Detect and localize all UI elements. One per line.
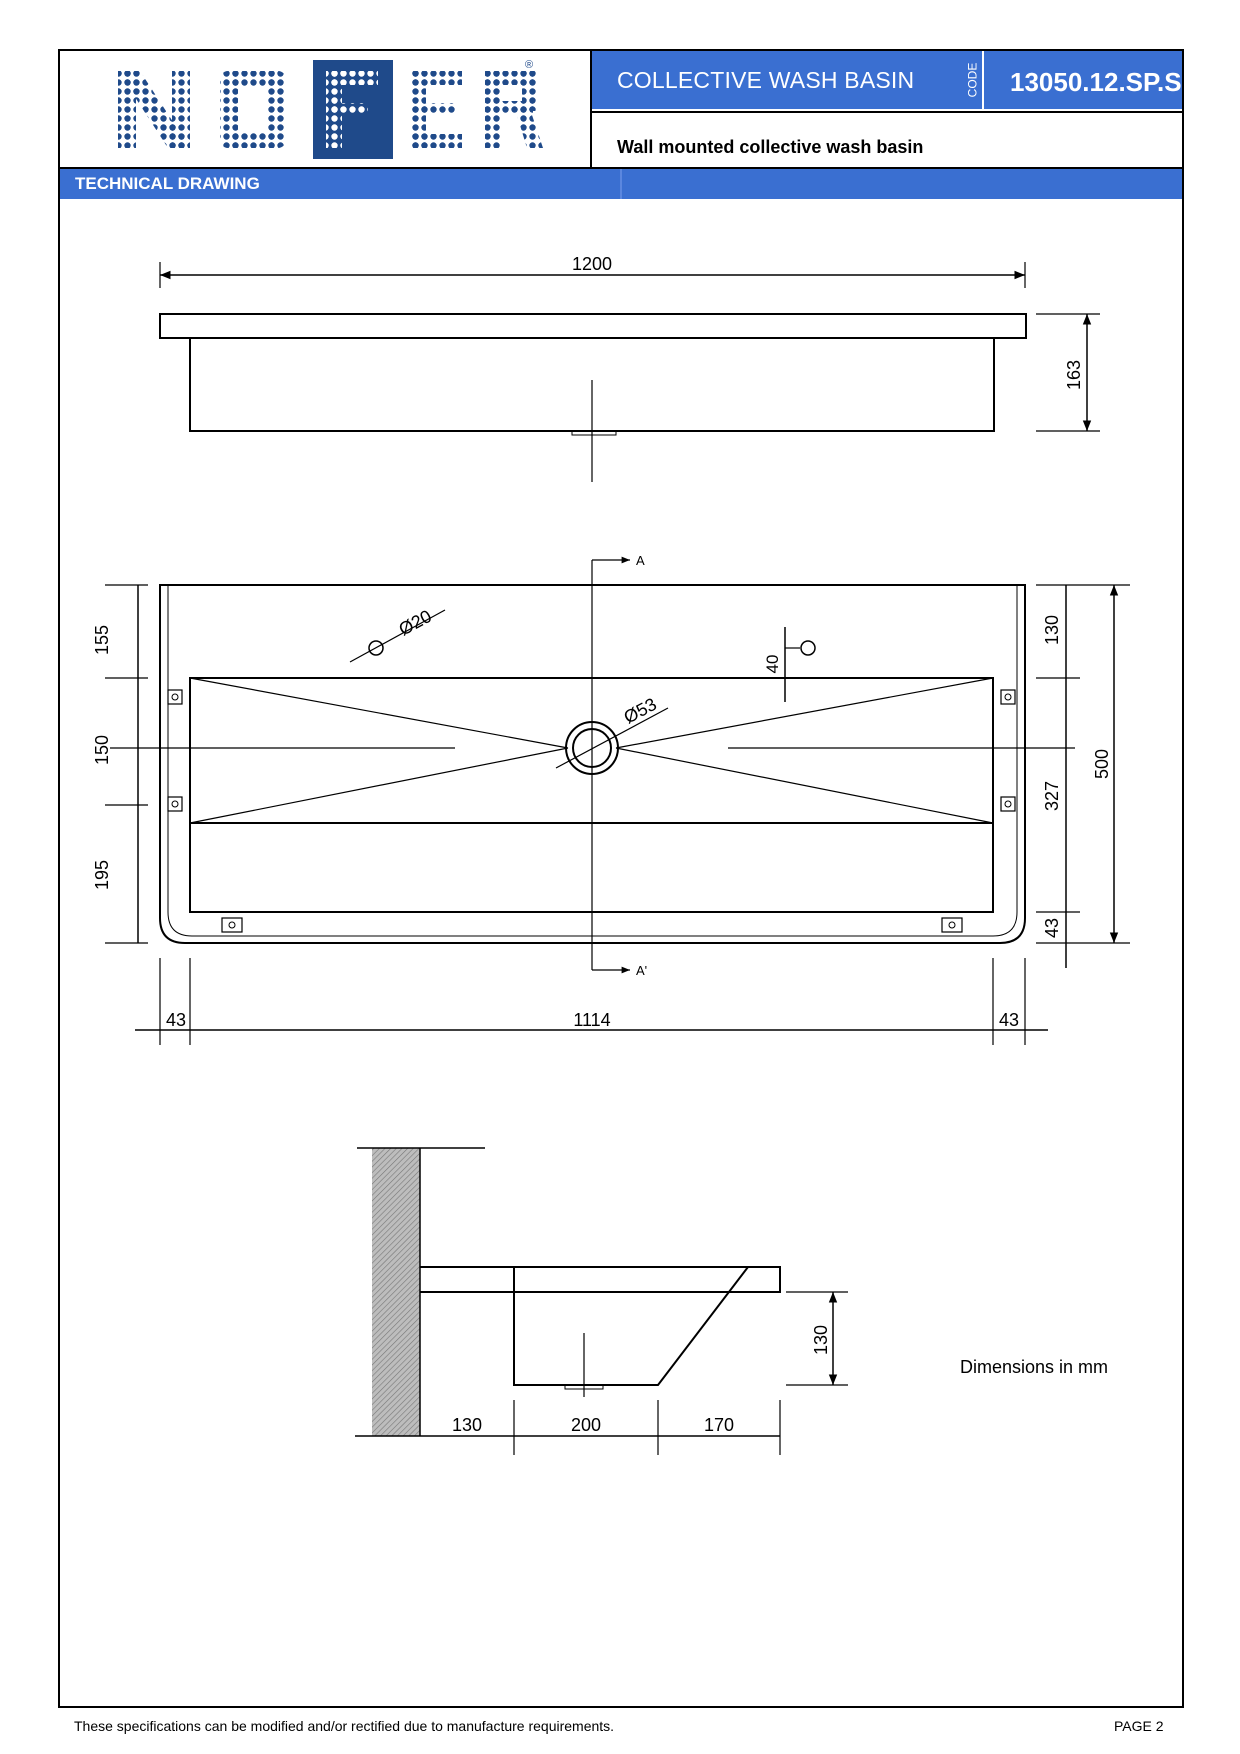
dim-left-bottom: 195 [92,859,112,891]
dim-bottom-mid: 1114 [573,1010,611,1030]
footer-disclaimer: These specifications can be modified and/or rectified due to manufacture requirements. [74,1718,615,1734]
page-subtitle: Wall mounted collective wash basin [617,137,924,157]
registered-mark: ® [525,59,534,71]
dim-side-left: 130 [451,1415,483,1435]
side-view [355,1148,848,1455]
dim-overall-depth: 500 [1092,748,1112,780]
dim-width: 1200 [571,254,613,274]
label-faucet-hole: Ø20 [395,605,435,640]
dim-bottom-left: 43 [165,1010,187,1030]
page-number: PAGE 2 [1114,1718,1164,1734]
units-note: Dimensions in mm [960,1357,1109,1377]
plan-view [105,560,1130,1045]
dim-left-mid: 150 [92,734,112,766]
dim-right-top: 130 [1042,614,1062,646]
dim-side-mid: 200 [570,1415,602,1435]
front-view [160,262,1100,482]
code-label: CODE [965,62,980,98]
label-drain-hole: Ø53 [620,693,660,728]
dim-left-top: 155 [92,624,112,656]
section-mark-bottom: A' [636,963,648,978]
dim-side-right: 170 [703,1415,735,1435]
dim-front-height: 163 [1064,359,1084,391]
section-mark-top: A [636,553,645,568]
dim-right-bottom: 43 [1042,917,1062,939]
section-title: TECHNICAL DRAWING [75,174,260,193]
page-title: COLLECTIVE WASH BASIN [617,67,915,93]
dim-faucet-offset: 40 [763,654,782,674]
product-code: 13050.12.SP.S [1010,67,1182,97]
dim-right-mid: 327 [1042,780,1062,812]
dim-side-height: 130 [811,1324,831,1356]
dim-bottom-right: 43 [998,1010,1020,1030]
